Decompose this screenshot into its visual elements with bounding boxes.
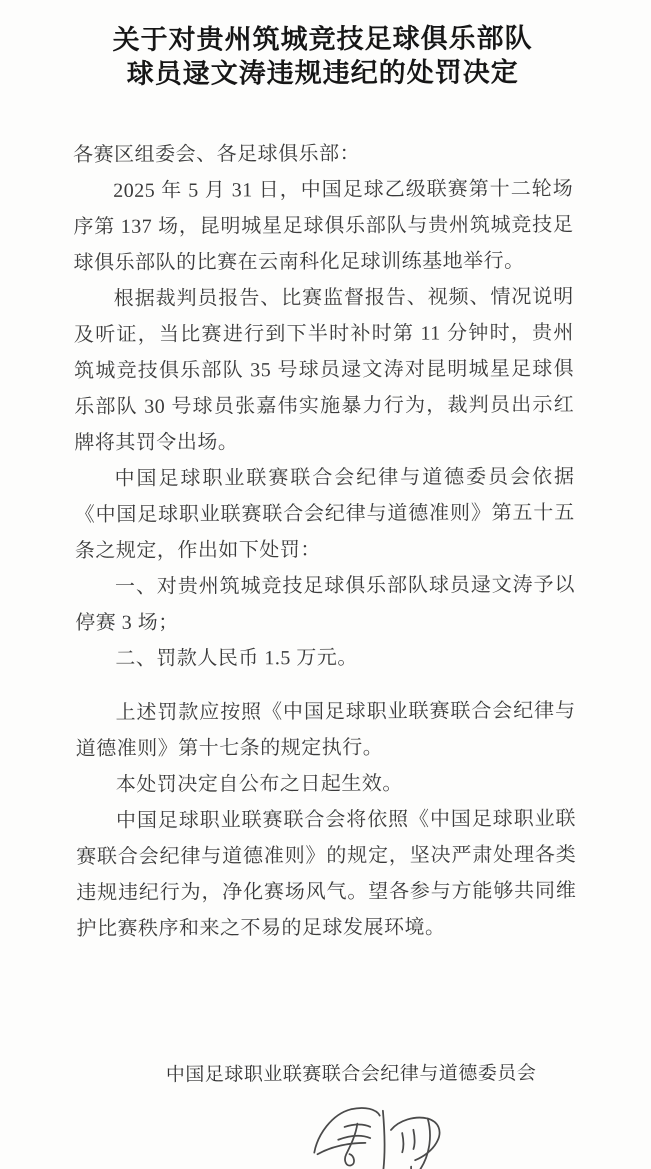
signature-stroke-underline: [317, 1143, 365, 1154]
handwritten-signature: [127, 1102, 627, 1169]
paragraph-match-info: 2025 年 5 月 31 日，中国足球乙级联赛第十二轮场序第 137 场，昆明城星足球俱乐部队与贵州筑城竞技足球俱乐部队的比赛在云南科化足球训练基地举行。: [73, 177, 574, 275]
title-line-1: 关于对贵州筑城竞技足球俱乐部队: [112, 23, 533, 55]
paragraph-effective-date: 本处罚决定自公布之日起生效。: [115, 772, 403, 796]
paragraph-conclusion: 中国足球职业联赛联合会将依照《中国足球职业联赛联合会纪律与道德准则》的规定，坚决严肃处理各类违规违纪行为，净化赛场风气。望各参与方能够共同维护比赛秩序和来之不易的足球发展环境。: [76, 807, 577, 941]
closing-block: [77, 1061, 578, 1169]
document-title: [73, 21, 573, 91]
issuing-committee: 中国足球职业联赛联合会纪律与道德委员会: [165, 1063, 537, 1086]
signature-stroke-tick1: [402, 1133, 403, 1152]
penalty-item-2: 二、罚款人民币 1.5 万元。: [115, 646, 358, 670]
paragraph-fine-execution: 上述罚款应按照《中国足球职业联赛联合会纪律与道德准则》第十七条的规定执行。: [75, 699, 576, 761]
salutation: 各赛区组委会、各足球俱乐部：: [73, 142, 361, 167]
paragraph-ruling-basis: 中国足球职业联赛联合会纪律与道德委员会依据《中国足球职业联赛联合会纪律与道德准则》第五十五条之规定，作出如下处罚：: [74, 465, 575, 563]
signature-stroke-stem: [377, 1111, 384, 1169]
paragraph-incident: 根据裁判员报告、比赛监督报告、视频、情况说明及听证，当比赛进行到下半时补时第 11 分钟时，贵州筑城竞技俱乐部队 35 号球员逯文涛对昆明城星足球俱乐部队 30 号球员张嘉伟实施暴力行为，裁判员出示红牌将其罚令出场。: [73, 285, 575, 455]
penalty-item-1: 一、对贵州筑城竞技足球俱乐部队球员逯文涛予以停赛 3 场；: [75, 573, 576, 635]
title-line-2: 球员逯文涛违规违纪的处罚决定: [126, 57, 519, 89]
signature-stroke-sweep: [314, 1108, 380, 1153]
signature-stroke-tick2: [413, 1130, 414, 1149]
